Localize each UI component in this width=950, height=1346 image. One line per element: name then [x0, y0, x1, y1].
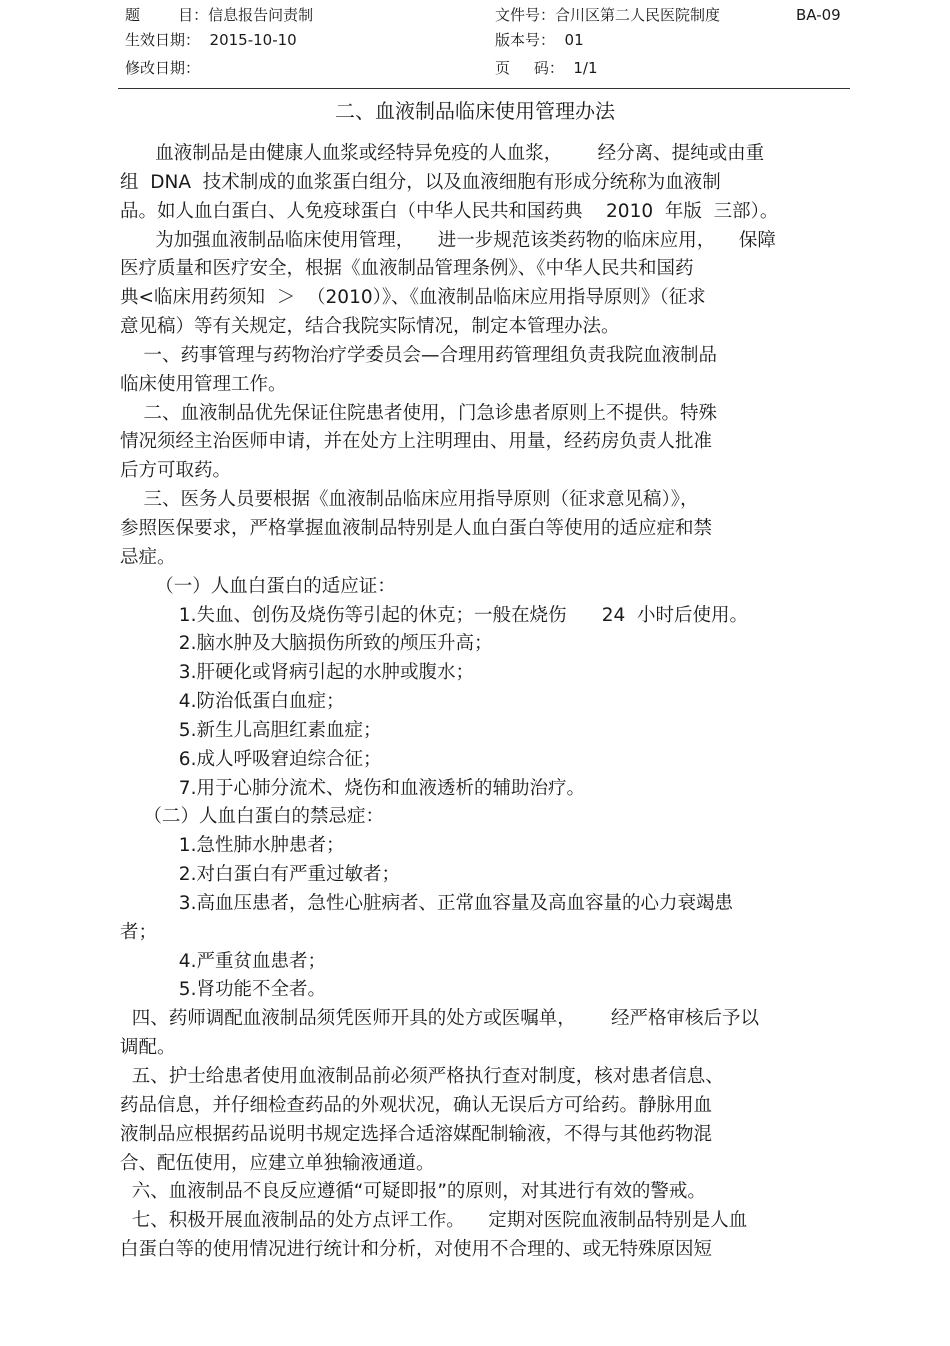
body-line: （一）人血白蛋白的适应证： — [120, 575, 396, 597]
body-line: 液制品应根据药品说明书规定选择合适溶媒配制输液，不得与其他药物混 — [120, 1123, 713, 1145]
body-line: 四、药师调配血液制品须凭医师开具的处方或医嘱单， 经严格审核后予以 — [120, 1008, 760, 1030]
body-line: 典<临床用药须知 ＞ （2010）》、《血液制品临床应用指导原则》（征求 — [120, 287, 706, 309]
body-line: 7.用于心肺分流术、烧伤和血液透析的辅助治疗。 — [120, 777, 585, 799]
body-line: 情况须经主治医师申请，并在处方上注明理由、用量，经药房负责人批准 — [120, 431, 713, 453]
header-effective-date: 生效日期： 2015-10-10 — [125, 31, 297, 49]
body-line: 一、药事管理与药物治疗学委员会—合理用药管理组负责我院血液制品 — [120, 344, 718, 366]
header-file-code: BA-09 — [796, 6, 841, 24]
body-line: 二、血液制品优先保证住院患者使用，门急诊患者原则上不提供。特殊 — [120, 402, 718, 424]
header-divider — [118, 88, 850, 89]
body-line: 3.高血压患者，急性心脏病者、正常血容量及高血容量的心力衰竭患 — [120, 892, 733, 914]
header-version: 版本号： 01 — [495, 31, 584, 49]
body-line: 4.严重贫血患者； — [120, 950, 326, 972]
body-line: 合、配伍使用，应建立单独输液通道。 — [120, 1152, 435, 1174]
body-line: 药品信息，并仔细检查药品的外观状况，确认无误后方可给药。静脉用血 — [120, 1094, 713, 1116]
body-line: 5.新生儿高胆红素血症； — [120, 719, 382, 741]
body-line: 5.肾功能不全者。 — [120, 979, 326, 1001]
body-line: （二）人血白蛋白的禁忌症： — [120, 806, 385, 828]
body-line: 三、医务人员要根据《血液制品临床应用指导原则（征求意见稿）》， — [120, 489, 699, 511]
body-line: 6.成人呼吸窘迫综合征； — [120, 748, 382, 770]
header-file-number: 文件号：合川区第二人民医院制度 — [495, 6, 721, 24]
body-line: 白蛋白等的使用情况进行统计和分析，对使用不合理的、或无特殊原因短 — [120, 1239, 713, 1261]
body-line: 2.对白蛋白有严重过敏者； — [120, 864, 400, 886]
body-line: 1.失血、创伤及烧伤等引起的休克；一般在烧伤 24 小时后使用。 — [120, 604, 749, 626]
document-title: 二、血液制品临床使用管理办法 — [335, 99, 615, 123]
body-line: 品。如人血白蛋白、人免疫球蛋白（中华人民共和国药典 2010 年版 三部）。 — [120, 200, 779, 222]
document-body — [120, 140, 850, 1265]
header-subject: 题 目：信息报告问责制 — [125, 6, 314, 24]
body-line: 为加强血液制品临床使用管理， 进一步规范该类药物的临床应用， 保障 — [120, 229, 776, 251]
header-page: 页 码： 1/1 — [495, 59, 598, 77]
body-line: 血液制品是由健康人血浆或经特异免疫的人血浆， 经分离、提纯或由重 — [120, 143, 765, 164]
body-line: 者； — [120, 921, 158, 943]
body-line: 1.急性肺水肿患者； — [120, 835, 345, 857]
body-line: 五、护士给患者使用血液制品前必须严格执行查对制度，核对患者信息、 — [120, 1066, 724, 1087]
body-line: 调配。 — [120, 1037, 176, 1059]
body-line: 忌症。 — [120, 546, 176, 568]
body-line: 临床使用管理工作。 — [120, 373, 287, 395]
body-line: 参照医保要求，严格掌握血液制品特别是人血白蛋白等使用的适应症和禁 — [120, 517, 713, 539]
header-modified-date: 修改日期： — [125, 59, 201, 77]
body-line: 七、积极开展血液制品的处方点评工作。 定期对医院血液制品特别是人血 — [120, 1210, 748, 1232]
body-line: 后方可取药。 — [120, 460, 232, 482]
body-line: 意见稿）等有关规定，结合我院实际情况，制定本管理办法。 — [120, 316, 620, 338]
body-line: 3.肝硬化或肾病引起的水肿或腹水； — [120, 662, 474, 684]
body-line: 医疗质量和医疗安全，根据《血液制品管理条例》、《中华人民共和国药 — [120, 258, 694, 280]
body-line: 2.脑水肿及大脑损伤所致的颅压升高； — [120, 633, 493, 655]
body-line: 六、血液制品不良反应遵循“可疑即报”的原则，对其进行有效的警戒。 — [120, 1181, 706, 1203]
body-line: 4.防治低蛋白血症； — [120, 691, 345, 713]
body-line: 组 DNA 技术制成的血浆蛋白组分，以及血液细胞有形成分统称为血液制 — [120, 171, 721, 193]
